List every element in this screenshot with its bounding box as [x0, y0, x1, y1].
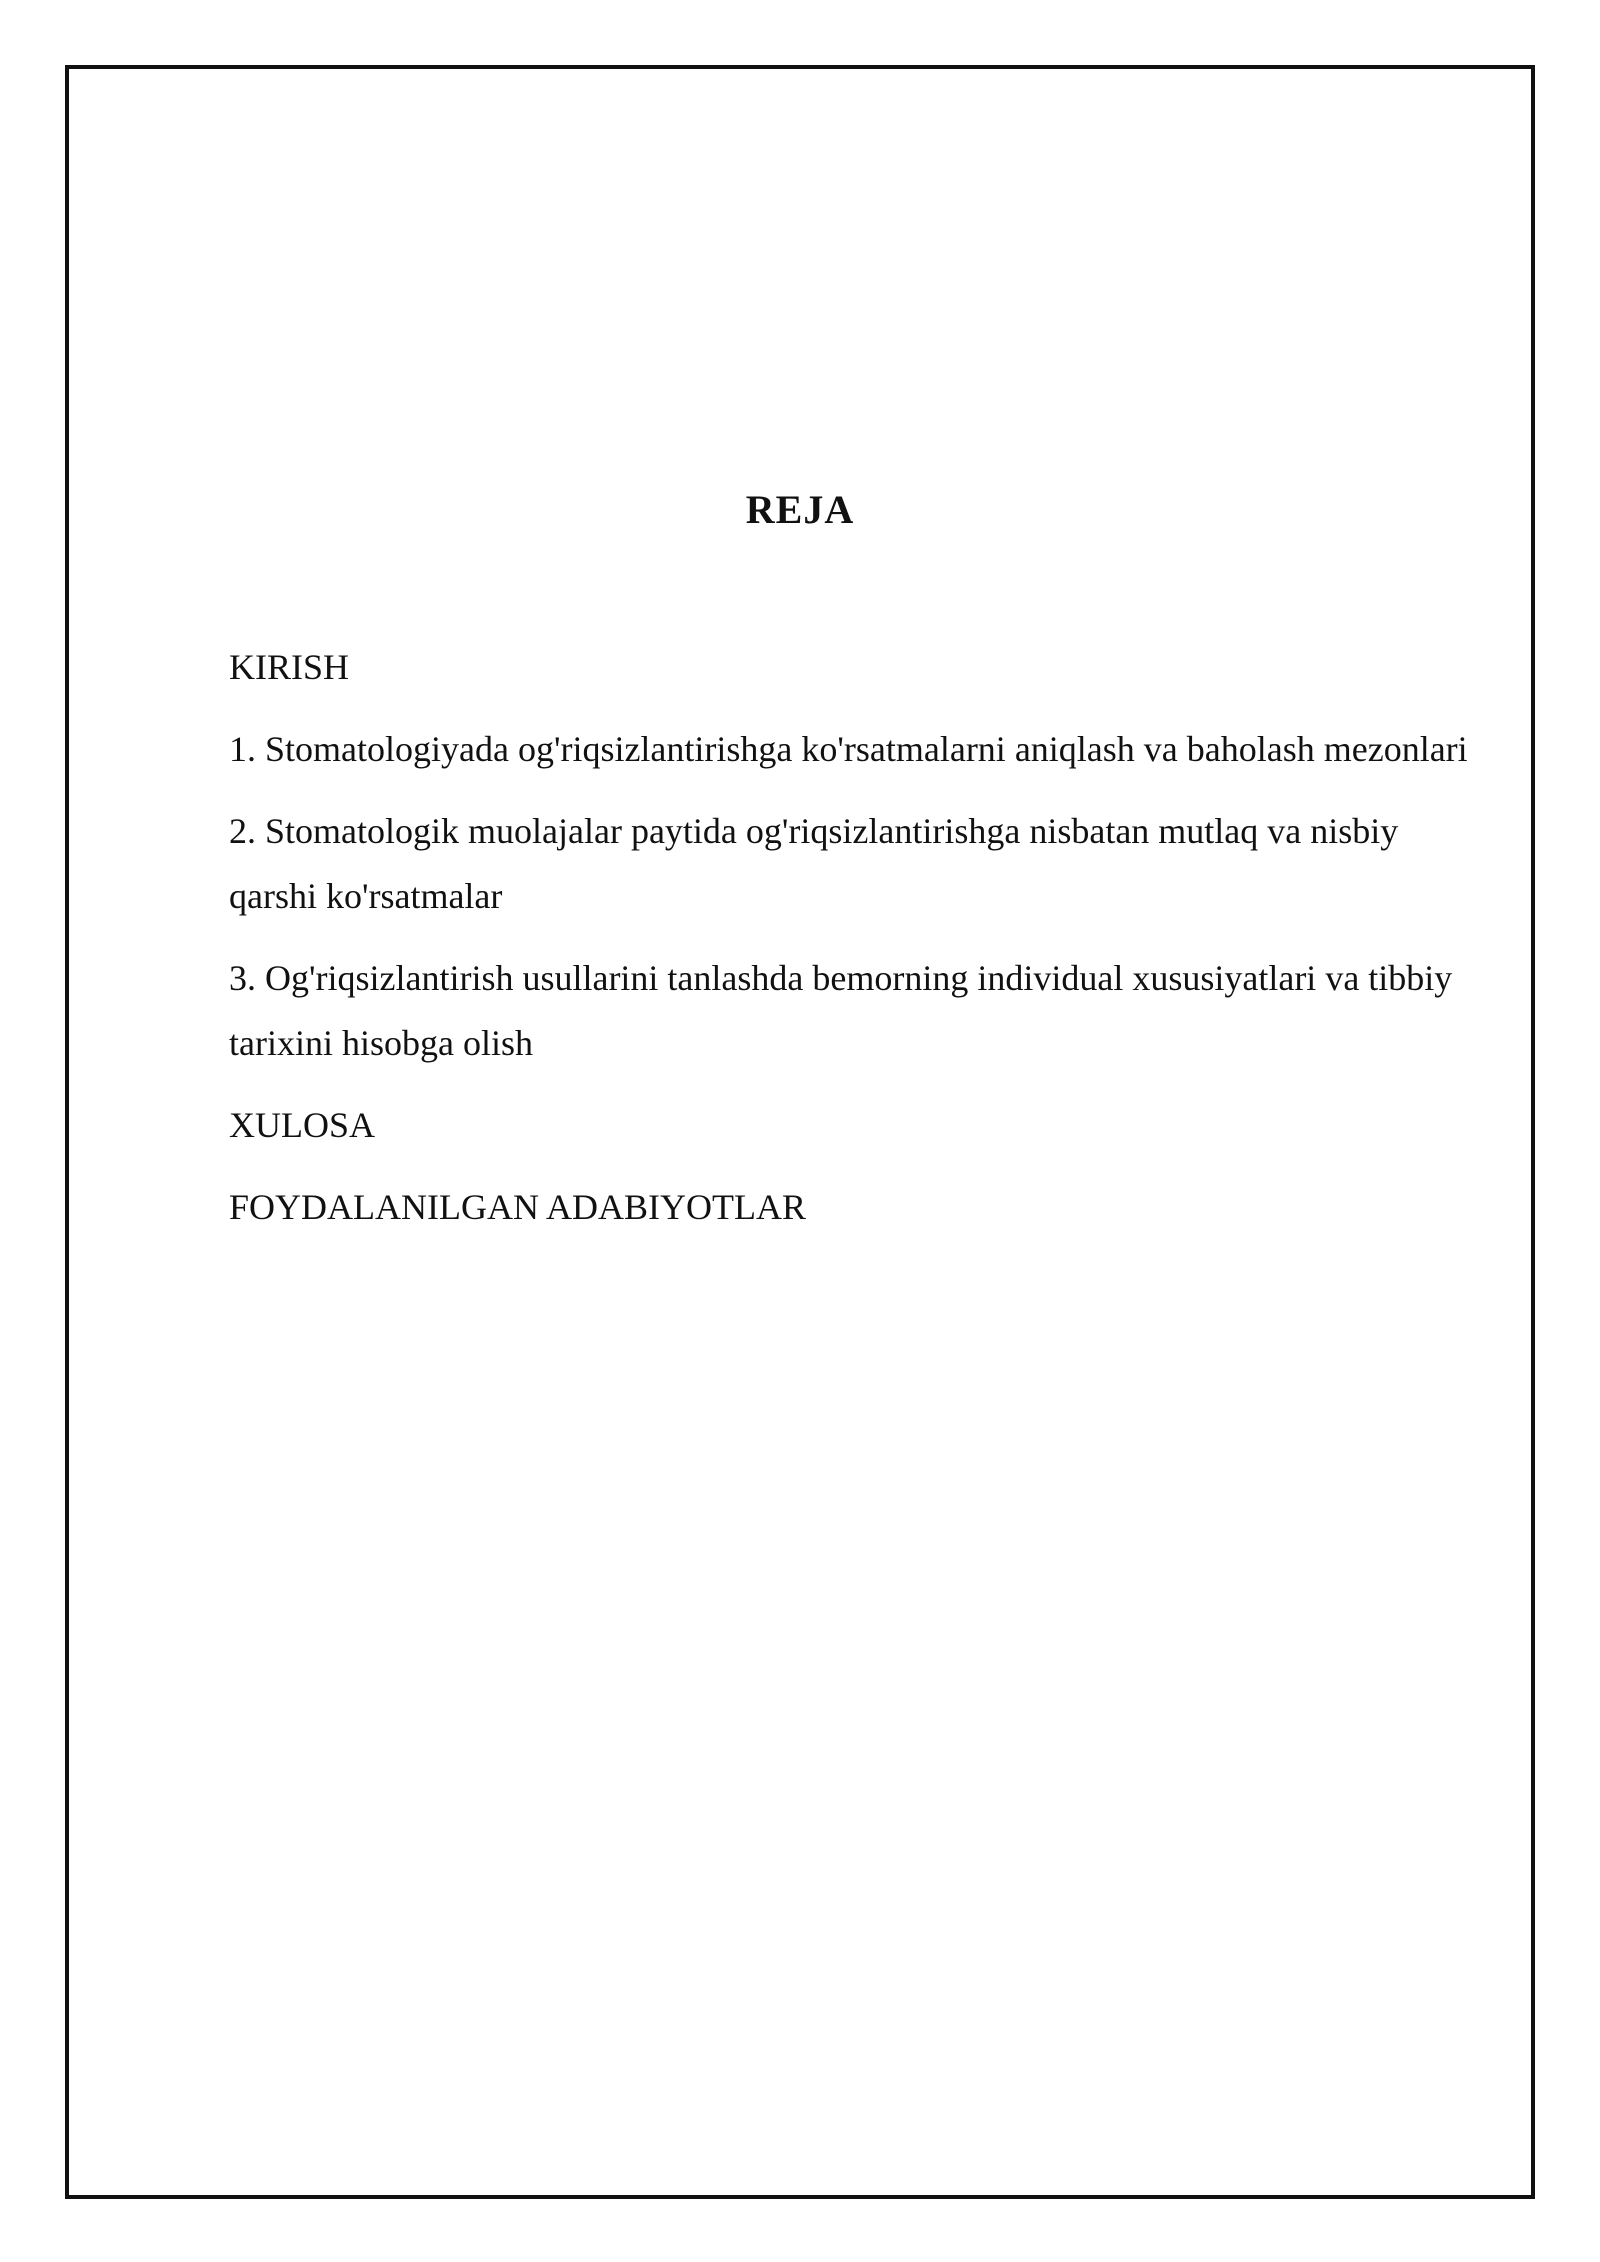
- page-title: REJA: [745, 486, 855, 532]
- plan-item-introduction: KIRISH: [229, 647, 350, 687]
- plan-list: [229, 635, 1479, 1257]
- plan-item-1: 1. Stomatologiyada og'riqsizlantirishga ko'rsatmalarni aniqlash va baholash mezonlari: [229, 729, 1468, 769]
- plan-item-conclusion: XULOSA: [229, 1105, 376, 1145]
- plan-item-3: 3. Og'riqsizlantirish usullarini tanlashda bemorning individual xususiyatlari va tibbiy tarixini hisobga olish: [229, 958, 1453, 1063]
- plan-item-references: FOYDALANILGAN ADABIYOTLAR: [229, 1187, 806, 1227]
- plan-item-2: 2. Stomatologik muolajalar paytida og'riqsizlantirishga nisbatan mutlaq va nisbiy qarshi ko'rsatmalar: [229, 811, 1399, 916]
